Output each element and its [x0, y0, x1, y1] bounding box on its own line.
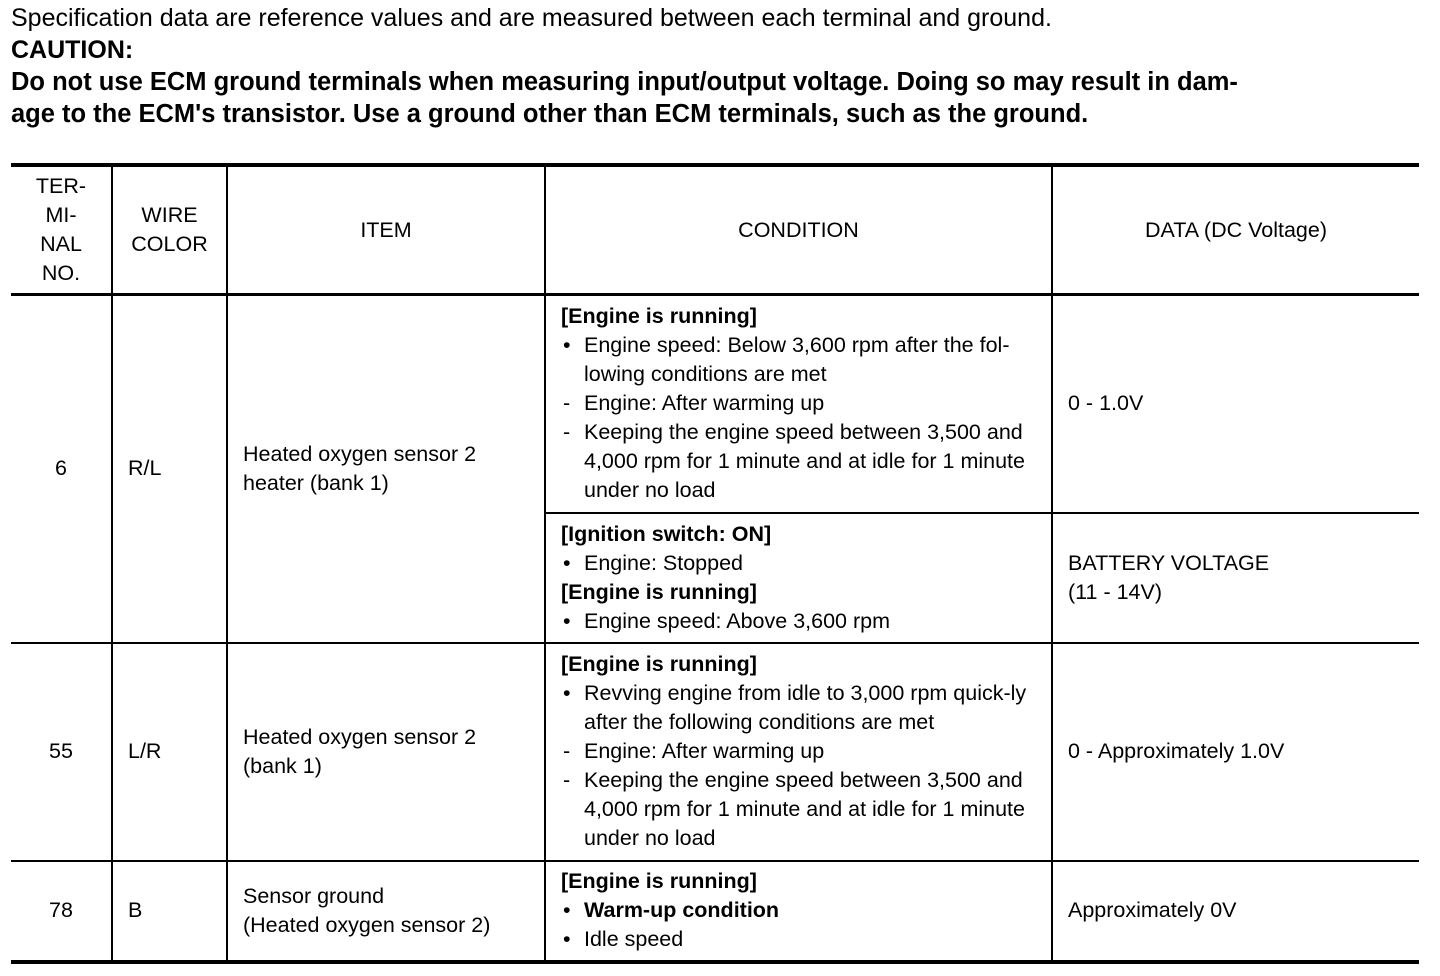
data-value: Approximately 0V: [1052, 861, 1419, 962]
table-row: [11, 643, 1419, 861]
header-wire-color: WIRE COLOR: [112, 165, 227, 295]
header-condition: CONDITION: [545, 165, 1052, 295]
condition-line: [561, 766, 1036, 853]
condition-line: [561, 549, 1036, 578]
condition-cell: [545, 513, 1052, 643]
caution-title: CAUTION:: [11, 36, 134, 64]
wire-color: L/R: [112, 643, 227, 861]
table-row: [11, 861, 1419, 962]
item-description: Heated oxygen sensor 2 heater (bank 1): [227, 295, 545, 643]
caution-text: Do not use ECM ground terminals when measuring input/output voltage. Doing so may result in dam- age to the ECM's transistor. Use a ground other than ECM terminals, such as the ground.: [11, 68, 1238, 128]
condition-line: [561, 679, 1036, 737]
header-data: DATA (DC Voltage): [1052, 165, 1419, 295]
bullet-mark: •: [563, 550, 571, 575]
table-row: [11, 295, 1419, 513]
condition-text: Keeping the engine speed between 3,500 and 4,000 rpm for 1 minute and at idle for 1 minute under no load: [584, 420, 1025, 503]
condition-line: [561, 331, 1036, 389]
specification-note: Specification data are reference values and are measured between each terminal and ground.: [11, 4, 1052, 32]
bullet-mark: •: [563, 608, 571, 633]
data-value: BATTERY VOLTAGE (11 - 14V): [1052, 513, 1419, 643]
condition-text: Engine: After warming up: [584, 391, 825, 416]
condition-cell: [545, 861, 1052, 962]
bullet-mark: •: [563, 927, 571, 951]
dash-mark: -: [563, 420, 571, 445]
condition-text: Engine speed: Below 3,600 rpm after the fol-lowing conditions are met: [584, 333, 1010, 387]
ecm-terminal-table: [11, 163, 1419, 964]
condition-cell: [545, 295, 1052, 513]
item-description: Sensor ground (Heated oxygen sensor 2): [227, 861, 545, 962]
condition-heading: [Engine is running]: [561, 869, 757, 893]
condition-line: [561, 607, 1036, 636]
terminal-number: 78: [11, 861, 112, 962]
terminal-number: 6: [11, 295, 112, 643]
dash-mark: -: [563, 739, 571, 763]
bullet-mark: •: [563, 333, 571, 358]
condition-text: Keeping the engine speed between 3,500 and 4,000 rpm for 1 minute and at idle for 1 minute under no load: [584, 768, 1025, 850]
dash-mark: -: [563, 768, 571, 792]
condition-text: Engine: Stopped: [584, 550, 743, 575]
condition-heading: [Engine is running]: [561, 652, 757, 676]
condition-text: Engine speed: Above 3,600 rpm: [584, 608, 890, 633]
condition-line: [561, 896, 1036, 925]
condition-text: Warm-up condition: [584, 898, 780, 922]
condition-line: [561, 418, 1036, 505]
header-terminal-no: TER- MI- NAL NO.: [11, 165, 112, 295]
data-value: 0 - Approximately 1.0V: [1052, 643, 1419, 861]
data-value: 0 - 1.0V: [1052, 295, 1419, 513]
bullet-mark: •: [563, 681, 571, 705]
condition-text: Idle speed: [584, 927, 684, 951]
condition-heading: [Engine is running]: [561, 304, 757, 329]
bullet-mark: •: [563, 898, 571, 922]
condition-cell: [545, 643, 1052, 861]
intro-section: [11, 2, 1421, 130]
dash-mark: -: [563, 391, 571, 416]
condition-text: Revving engine from idle to 3,000 rpm quick-ly after the following conditions are met: [584, 681, 1027, 734]
condition-line: [561, 389, 1036, 418]
item-description: Heated oxygen sensor 2 (bank 1): [227, 643, 545, 861]
wire-color: R/L: [112, 295, 227, 643]
header-item: ITEM: [227, 165, 545, 295]
condition-line: [561, 925, 1036, 954]
condition-line: [561, 737, 1036, 766]
condition-text: Engine: After warming up: [584, 739, 825, 763]
table-header-row: [11, 165, 1419, 295]
terminal-number: 55: [11, 643, 112, 861]
condition-heading: [Engine is running]: [561, 579, 757, 604]
condition-heading: [Ignition switch: ON]: [561, 521, 772, 546]
wire-color: B: [112, 861, 227, 962]
